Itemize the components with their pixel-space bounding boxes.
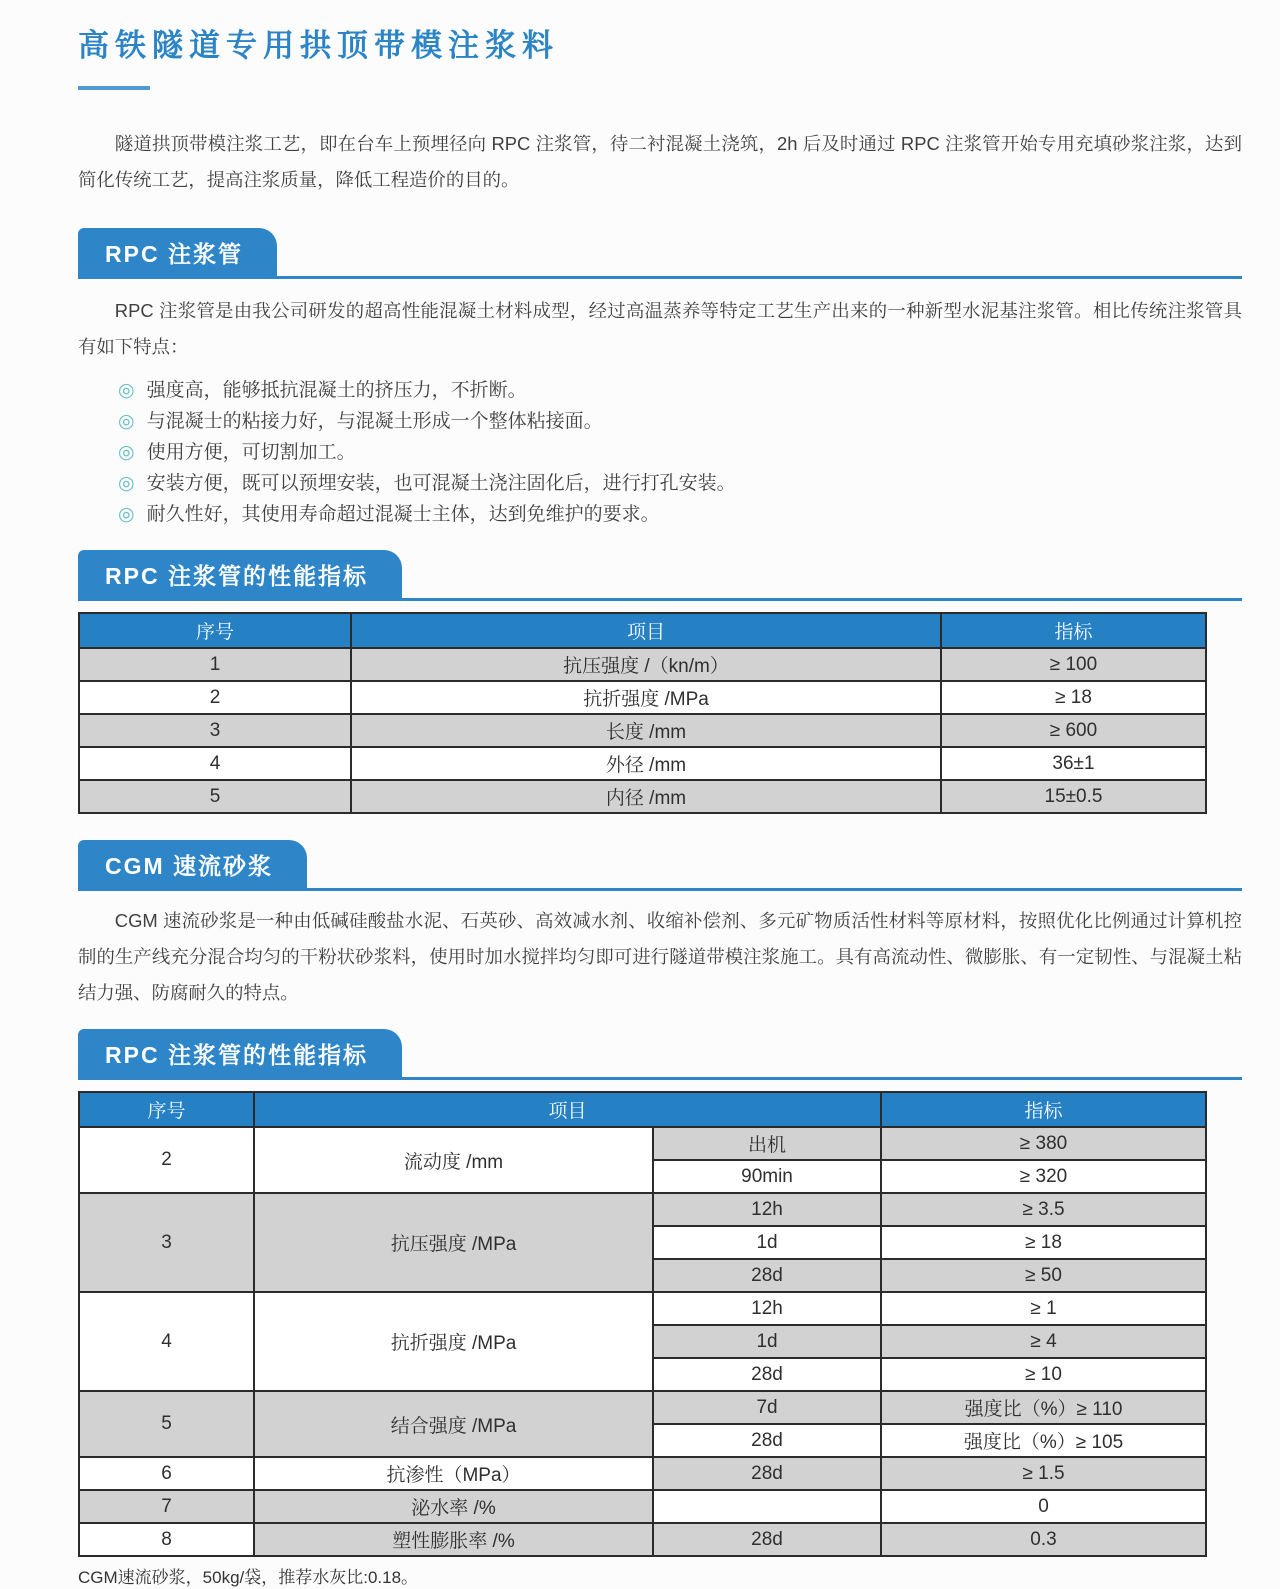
value-cell: ≥ 320 — [881, 1160, 1206, 1193]
section-banner-rpc-performance — [78, 550, 1242, 601]
condition-cell: 28d — [653, 1424, 881, 1457]
row-number-cell: 4 — [79, 1292, 254, 1391]
rpc-performance-table — [78, 612, 1207, 814]
list-item-text: 使用方便，可切割加工。 — [146, 442, 356, 463]
value-cell: ≥ 18 — [881, 1226, 1206, 1259]
condition-cell: 28d — [653, 1358, 881, 1391]
table-row — [79, 1523, 1206, 1556]
condition-cell: 出机 — [653, 1127, 881, 1160]
row-number-cell: 2 — [79, 1127, 254, 1193]
table-row — [79, 747, 1206, 780]
row-number-cell: 2 — [79, 681, 351, 714]
value-cell: ≥ 1.5 — [881, 1457, 1206, 1490]
item-cell: 抗压强度 /（kn/m） — [351, 648, 941, 681]
cgm-table-body — [79, 1127, 1206, 1556]
value-cell: ≥ 50 — [881, 1259, 1206, 1292]
item-cell: 长度 /mm — [351, 714, 941, 747]
table-row — [79, 681, 1206, 714]
page-title: 高铁隧道专用拱顶带模注浆料 — [78, 28, 559, 63]
value-cell: 0.3 — [881, 1523, 1206, 1556]
table-row — [79, 648, 1206, 681]
item-cell: 抗折强度 /MPa — [254, 1292, 653, 1391]
bullet-icon: ◎ — [118, 473, 135, 494]
condition-cell: 28d — [653, 1259, 881, 1292]
item-cell: 抗渗性（MPa） — [254, 1457, 653, 1490]
list-item — [118, 437, 1242, 468]
table-header-row — [79, 613, 1206, 648]
list-item-text: 耐久性好，其使用寿命超过混凝士主体，达到免维护的要求。 — [146, 504, 660, 525]
row-number-cell: 5 — [79, 780, 351, 813]
table-row — [79, 1490, 1206, 1523]
row-number-cell: 3 — [79, 1193, 254, 1292]
condition-cell: 28d — [653, 1457, 881, 1490]
title-underline — [78, 86, 150, 90]
section-banner-cgm-performance — [78, 1029, 1242, 1080]
list-item — [118, 406, 1242, 437]
table-row — [79, 1292, 1206, 1325]
column-header-seq: 序号 — [79, 613, 351, 648]
column-header-item: 项目 — [254, 1092, 881, 1127]
column-header-item: 项目 — [351, 613, 941, 648]
intro-paragraph: 隧道拱顶带模注浆工艺，即在台车上预埋径向 RPC 注浆管，待二衬混凝土浇筑，2h 后及时通过 RPC 注浆管开始专用充填砂浆注浆，达到简化传统工艺，提高注浆质量，降低工程造价的目的。 — [78, 133, 1242, 190]
section-banner-rpc-performance-label: RPC 注浆管的性能指标 — [78, 550, 402, 598]
list-item — [118, 499, 1242, 530]
rpc-table-header — [79, 613, 1206, 648]
document-content — [78, 26, 1242, 1589]
item-cell: 结合强度 /MPa — [254, 1391, 653, 1457]
row-number-cell: 1 — [79, 648, 351, 681]
row-number-cell: 7 — [79, 1490, 254, 1523]
rpc-features-list — [78, 375, 1242, 530]
value-cell: ≥ 100 — [941, 648, 1206, 681]
condition-cell: 90min — [653, 1160, 881, 1193]
value-cell: 强度比（%）≥ 105 — [881, 1424, 1206, 1457]
footnote: CGM速流砂浆，50kg/袋，推荐水灰比:0.18。 — [78, 1568, 419, 1587]
item-cell: 抗折强度 /MPa — [351, 681, 941, 714]
condition-cell — [653, 1490, 881, 1523]
condition-cell: 1d — [653, 1325, 881, 1358]
table-row — [79, 1193, 1206, 1226]
value-cell: 强度比（%）≥ 110 — [881, 1391, 1206, 1424]
section-banner-rpc — [78, 228, 1242, 279]
value-cell: ≥ 600 — [941, 714, 1206, 747]
value-cell: ≥ 10 — [881, 1358, 1206, 1391]
row-number-cell: 4 — [79, 747, 351, 780]
cgm-performance-table — [78, 1091, 1207, 1557]
value-cell: 36±1 — [941, 747, 1206, 780]
condition-cell: 12h — [653, 1193, 881, 1226]
row-number-cell: 5 — [79, 1391, 254, 1457]
condition-cell: 1d — [653, 1226, 881, 1259]
condition-cell: 7d — [653, 1391, 881, 1424]
column-header-index: 指标 — [881, 1092, 1206, 1127]
item-cell: 流动度 /mm — [254, 1127, 653, 1193]
bullet-icon: ◎ — [118, 442, 135, 463]
bullet-icon: ◎ — [118, 380, 135, 401]
table-row — [79, 1127, 1206, 1160]
column-header-index: 指标 — [941, 613, 1206, 648]
list-item-text: 强度高，能够抵抗混凝土的挤压力，不折断。 — [146, 380, 527, 401]
list-item-text: 安装方便，既可以预埋安装，也可混凝土浇注固化后，进行打孔安装。 — [146, 473, 736, 494]
bullet-icon: ◎ — [118, 504, 135, 525]
item-cell: 抗压强度 /MPa — [254, 1193, 653, 1292]
section-banner-rpc-label: RPC 注浆管 — [78, 228, 277, 276]
value-cell: ≥ 380 — [881, 1127, 1206, 1160]
section-banner-cgm — [78, 840, 1242, 891]
item-cell: 泌水率 /% — [254, 1490, 653, 1523]
row-number-cell: 8 — [79, 1523, 254, 1556]
rpc-table-body — [79, 648, 1206, 813]
value-cell: 15±0.5 — [941, 780, 1206, 813]
value-cell: ≥ 18 — [941, 681, 1206, 714]
bullet-icon: ◎ — [118, 411, 135, 432]
list-item — [118, 375, 1242, 406]
section-banner-cgm-label: CGM 速流砂浆 — [78, 840, 307, 888]
table-row — [79, 714, 1206, 747]
value-cell: ≥ 4 — [881, 1325, 1206, 1358]
cgm-description: CGM 速流砂浆是一种由低碱硅酸盐水泥、石英砂、高效减水剂、收缩补偿剂、多元矿物质活性材料等原材料，按照优化比例通过计算机控制的生产线充分混合均匀的干粉状砂浆料，使用时加水搅拌均匀即可进行隧道带模注浆施工。具有高流动性、微膨胀、有一定韧性、与混凝土粘结力强、防腐耐久的特点。 — [78, 910, 1242, 1003]
section-banner-cgm-performance-label: RPC 注浆管的性能指标 — [78, 1029, 402, 1077]
table-row — [79, 780, 1206, 813]
item-cell: 外径 /mm — [351, 747, 941, 780]
column-header-seq: 序号 — [79, 1092, 254, 1127]
condition-cell: 12h — [653, 1292, 881, 1325]
table-row — [79, 1457, 1206, 1490]
row-number-cell: 3 — [79, 714, 351, 747]
condition-cell: 28d — [653, 1523, 881, 1556]
cgm-table-header — [79, 1092, 1206, 1127]
item-cell: 塑性膨胀率 /% — [254, 1523, 653, 1556]
value-cell: ≥ 3.5 — [881, 1193, 1206, 1226]
value-cell: 0 — [881, 1490, 1206, 1523]
rpc-description: RPC 注浆管是由我公司研发的超高性能混凝土材料成型，经过高温蒸养等特定工艺生产出来的一种新型水泥基注浆管。相比传统注浆管具有如下特点： — [78, 300, 1242, 357]
list-item — [118, 468, 1242, 499]
table-header-row — [79, 1092, 1206, 1127]
item-cell: 内径 /mm — [351, 780, 941, 813]
value-cell: ≥ 1 — [881, 1292, 1206, 1325]
table-row — [79, 1391, 1206, 1424]
list-item-text: 与混凝士的粘接力好，与混凝土形成一个整体粘接面。 — [146, 411, 603, 432]
row-number-cell: 6 — [79, 1457, 254, 1490]
